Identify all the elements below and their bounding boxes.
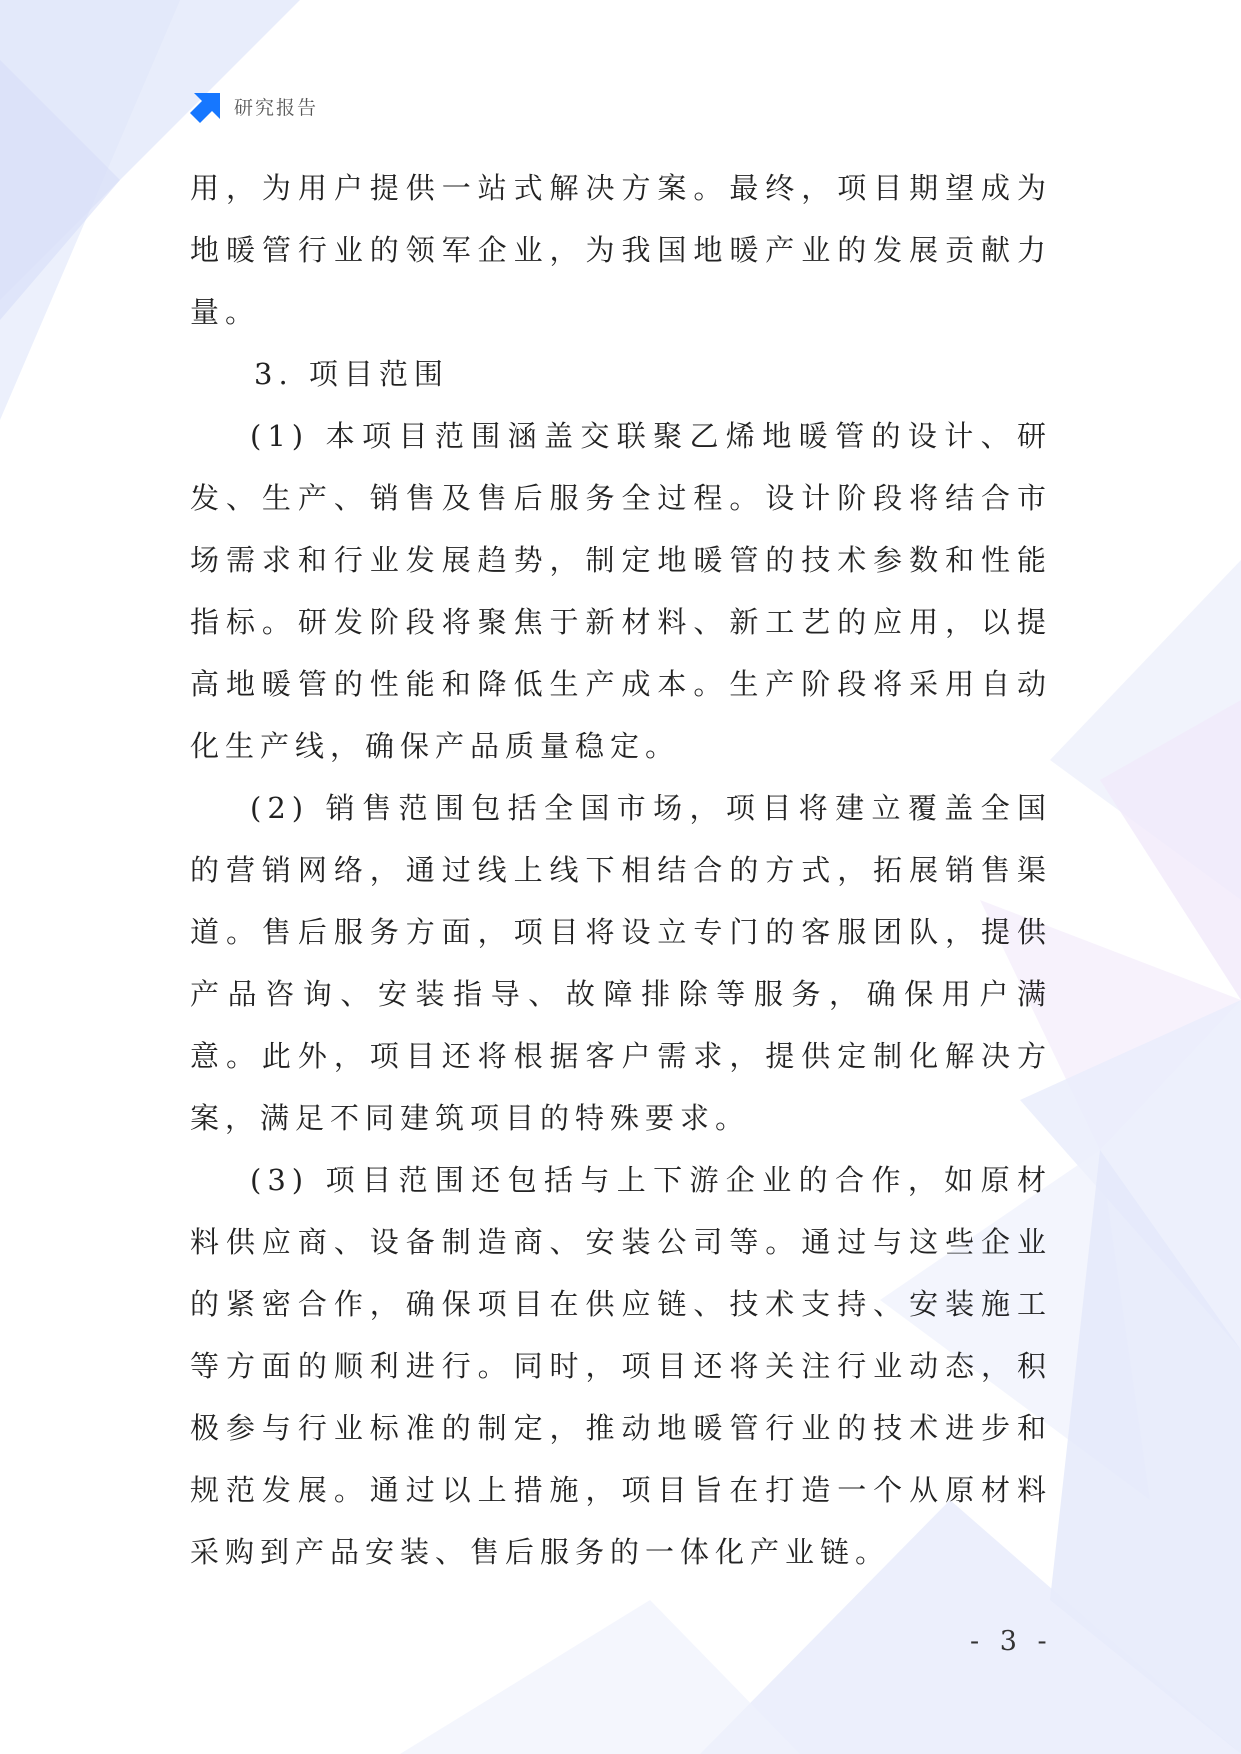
document-body (190, 157, 1052, 1583)
paragraph: 用，为用户提供一站式解决方案。最终，项目期望成为地暖管行业的领军企业，为我国地暖产业的发展贡献力量。 (190, 171, 1052, 329)
list-item: (1) 本项目范围涵盖交联聚乙烯地暖管的设计、研发、生产、销售及售后服务全过程。设计阶段将结合市场需求和行业发展趋势，制定地暖管的技术参数和性能指标。研发阶段将聚焦于新材料、新工艺的应用，以提高地暖管的性能和降低生产成本。生产阶段将采用自动化生产线，确保产品质量稳定。 (190, 419, 1052, 763)
header-title: 研究报告 (234, 96, 319, 119)
arrow-up-right-logo-icon (190, 89, 224, 123)
list-item: (3) 项目范围还包括与上下游企业的合作，如原材料供应商、设备制造商、安装公司等。通过与这些企业的紧密合作，确保项目在供应链、技术支持、安装施工等方面的顺利进行。同时，项目还将关注行业动态，积极参与行业标准的制定，推动地暖管行业的技术进步和规范发展。通过以上措施，项目旨在打造一个从原材料采购到产品安装、售后服务的一体化产业链。 (190, 1163, 1052, 1569)
page-header (190, 88, 318, 124)
page-number: - 3 - (970, 1626, 1053, 1657)
list-item: (2) 销售范围包括全国市场，项目将建立覆盖全国的营销网络，通过线上线下相结合的方式，拓展销售渠道。售后服务方面，项目将设立专门的客服团队，提供产品咨询、安装指导、故障排除等服务，确保用户满意。此外，项目还将根据客户需求，提供定制化解决方案，满足不同建筑项目的特殊要求。 (190, 791, 1052, 1135)
section-heading: 3. 项目范围 (254, 357, 449, 391)
